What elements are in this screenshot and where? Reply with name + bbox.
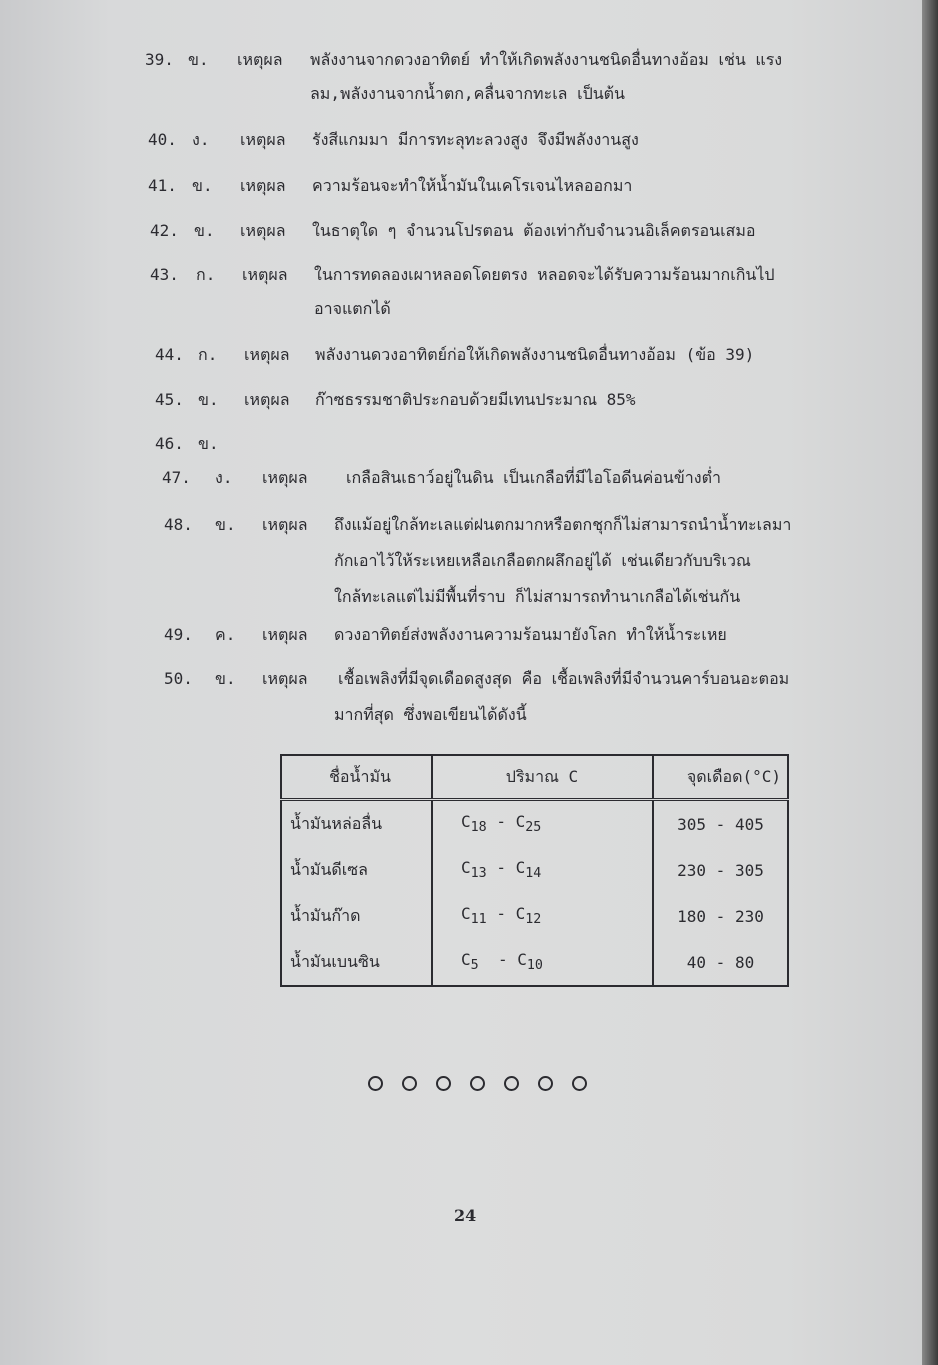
- ornament-circle-icon: [470, 1076, 485, 1091]
- boiling-point: 180 - 230: [653, 893, 788, 939]
- item-text: ใกล้ทะเลแต่ไม่มีพื้นที่ราบ ก็ไม่สามารถทำนาเกลือได้เช่นกัน: [334, 587, 741, 606]
- ornament-circle-icon: [402, 1076, 417, 1091]
- item-text: รังสีแกมมา มีการทะลุทะลวงสูง จึงมีพลังงานสูง: [312, 130, 639, 149]
- item-text: มากที่สุด ซึ่งพอเขียนได้ดังนี้: [334, 705, 527, 724]
- oil-name: น้ำมันก๊าด: [281, 893, 432, 939]
- item-number: 43.: [150, 265, 179, 284]
- item-answer: ข.: [198, 390, 219, 409]
- item-reason-label: เหตุผล: [244, 345, 290, 364]
- item-answer: ก.: [196, 265, 216, 284]
- header-carbon-amount: ปริมาณ C: [432, 755, 653, 800]
- item-text: พลังงานดวงอาทิตย์ก่อให้เกิดพลังงานชนิดอื่นทางอ้อม (ข้อ 39): [315, 345, 755, 364]
- item-text: อาจแตกได้: [314, 299, 391, 318]
- item-reason-label: เหตุผล: [262, 515, 308, 534]
- item-number: 46.: [155, 434, 184, 453]
- book-edge: [922, 0, 938, 1365]
- table-row: [281, 847, 788, 893]
- item-number: 48.: [164, 515, 193, 534]
- oil-name: น้ำมันเบนซิน: [281, 939, 432, 986]
- item-text: ถึงแม้อยู่ใกล้ทะเลแต่ฝนตกมากหรือตกชุกก็ไม่สามารถนำน้ำทะเลมา: [334, 515, 792, 534]
- item-answer: ข.: [215, 669, 236, 688]
- item-text: ความร้อนจะทำให้น้ำมันในเคโรเจนไหลออกมา: [312, 176, 633, 195]
- item-number: 42.: [150, 221, 179, 240]
- item-reason-label: เหตุผล: [244, 390, 290, 409]
- item-number: 39.: [145, 50, 174, 69]
- carbon-range: $C_5 - C_{10}$: [432, 939, 653, 986]
- carbon-range: $C_{11} - C_{12}$: [432, 893, 653, 939]
- carbon-range: $C_{18} - C_{25}$: [432, 800, 653, 848]
- section-end-ornament: [368, 1076, 587, 1091]
- item-number: 44.: [155, 345, 184, 364]
- item-number: 40.: [148, 130, 177, 149]
- item-answer: ก.: [198, 345, 218, 364]
- item-text: เชื้อเพลิงที่มีจุดเดือดสูงสุด คือ เชื้อเพลิงที่มีจำนวนคาร์บอนอะตอม: [338, 669, 790, 688]
- item-reason-label: เหตุผล: [262, 625, 308, 644]
- boiling-point: 230 - 305: [653, 847, 788, 893]
- item-answer: ง.: [192, 130, 210, 149]
- item-reason-label: เหตุผล: [240, 130, 286, 149]
- oil-fraction-table: [280, 754, 789, 987]
- table-header-row: [281, 755, 788, 800]
- oil-name: น้ำมันหล่อลื่น: [281, 800, 432, 848]
- item-reason-label: เหตุผล: [240, 176, 286, 195]
- item-number: 49.: [164, 625, 193, 644]
- item-answer: ข.: [192, 176, 213, 195]
- item-text: ดวงอาทิตย์ส่งพลังงานความร้อนมายังโลก ทำให้น้ำระเหย: [334, 625, 727, 644]
- oil-name: น้ำมันดีเซล: [281, 847, 432, 893]
- item-number: 47.: [162, 468, 191, 487]
- item-text: พลังงานจากดวงอาทิตย์ ทำให้เกิดพลังงานชนิดอื่นทางอ้อม เช่น แรง: [310, 50, 783, 69]
- table-row: [281, 800, 788, 848]
- ornament-circle-icon: [436, 1076, 451, 1091]
- item-text: ในธาตุใด ๆ จำนวนโปรตอน ต้องเท่ากับจำนวนอิเล็คตรอนเสมอ: [312, 221, 756, 240]
- item-text: กักเอาไว้ให้ระเหยเหลือเกลือตกผลึกอยู่ได้ เช่นเดียวกับบริเวณ: [334, 551, 751, 570]
- item-answer: ข.: [198, 434, 219, 453]
- boiling-point: 40 - 80: [653, 939, 788, 986]
- item-answer: ข.: [215, 515, 236, 534]
- item-reason-label: เหตุผล: [237, 50, 283, 69]
- header-boiling-point: จุดเดือด(°C): [653, 755, 788, 800]
- boiling-point: 305 - 405: [653, 800, 788, 848]
- table-row: [281, 893, 788, 939]
- item-answer: ค.: [215, 625, 236, 644]
- item-answer: ข.: [188, 50, 209, 69]
- ornament-circle-icon: [368, 1076, 383, 1091]
- page-number: 24: [454, 1206, 477, 1225]
- carbon-range: $C_{13} - C_{14}$: [432, 847, 653, 893]
- item-text: ในการทดลองเผาหลอดโดยตรง หลอดจะได้รับความร้อนมากเกินไป: [314, 265, 775, 284]
- item-answer: ข.: [194, 221, 215, 240]
- item-reason-label: เหตุผล: [242, 265, 288, 284]
- item-reason-label: เหตุผล: [262, 468, 308, 487]
- ornament-circle-icon: [504, 1076, 519, 1091]
- item-text: ลม,พลังงานจากน้ำตก,คลื่นจากทะเล เป็นต้น: [310, 84, 625, 103]
- item-text: เกลือสินเธาว์อยู่ในดิน เป็นเกลือที่มีไอโอดีนค่อนข้างต่ำ: [346, 468, 721, 487]
- ornament-circle-icon: [572, 1076, 587, 1091]
- item-text: ก๊าซธรรมชาติประกอบด้วยมีเทนประมาณ 85%: [315, 390, 636, 409]
- item-number: 50.: [164, 669, 193, 688]
- item-reason-label: เหตุผล: [240, 221, 286, 240]
- table-row: [281, 939, 788, 986]
- item-number: 41.: [148, 176, 177, 195]
- header-oil-name: ชื่อน้ำมัน: [281, 755, 432, 800]
- item-reason-label: เหตุผล: [262, 669, 308, 688]
- item-number: 45.: [155, 390, 184, 409]
- ornament-circle-icon: [538, 1076, 553, 1091]
- item-answer: ง.: [215, 468, 233, 487]
